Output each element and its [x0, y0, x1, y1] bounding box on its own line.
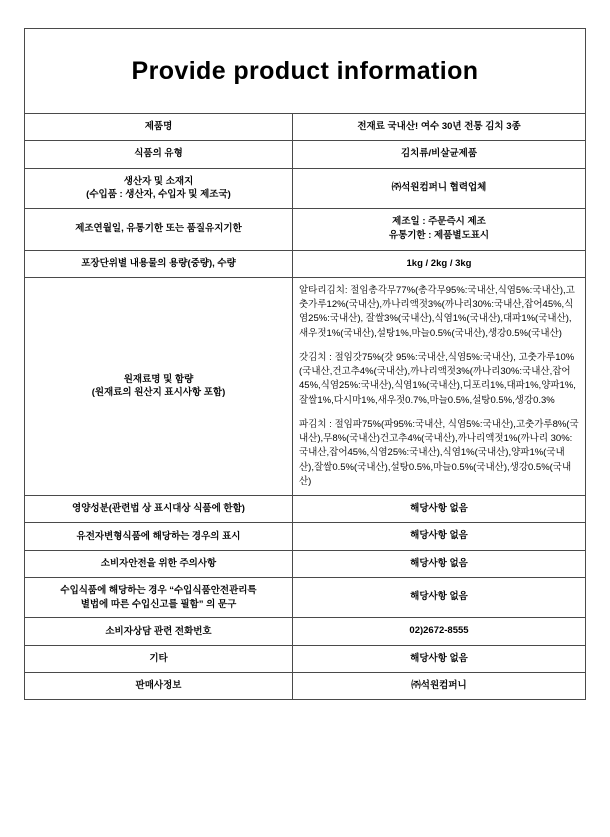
table-row — [25, 523, 585, 550]
row-value: 해당사항 없음 — [293, 550, 586, 577]
row-value: 해당사항 없음 — [293, 645, 586, 672]
row-value: 제조일 : 주문즉시 제조 유통기한 : 제품별도표시 — [293, 209, 586, 251]
product-information-table — [24, 28, 586, 700]
table-row — [25, 577, 585, 618]
row-label: 영양성분(관련법 상 표시대상 식품에 한함) — [25, 496, 293, 523]
row-value: 전재료 국내산! 여수 30년 전통 김치 3종 — [357, 121, 521, 132]
row-value: 02)2672-8555 — [293, 618, 586, 645]
row-label: 소비자안전을 위한 주의사항 — [25, 550, 293, 577]
table-row — [25, 496, 585, 523]
row-label: 기타 — [25, 645, 293, 672]
table-row — [25, 141, 585, 168]
row-value: 김치류/비살균제품 — [293, 141, 586, 168]
info-table-body — [25, 114, 585, 699]
table-row — [25, 209, 585, 251]
ingredient-block: 알타리김치: 절임총각무77%(총각무95%:국내산,식염5%:국내산),고춧가루12%(국내산),까나리액젓3%(까나리30%:국내산,잡어45%,식염25%:국내산), 잘쌀3%(국내산),식염1%(국내산),대파1%(국내산),새우젓1%(국내산),설탕1%,마늘0.5%(국내산),생강0.5%(국내산) — [299, 284, 575, 339]
row-value: 해당사항 없음 — [293, 577, 586, 618]
page-title: Provide product information — [131, 56, 479, 85]
row-label: 원재료명 및 함량 (원재료의 원산지 표시사항 포함) — [25, 277, 293, 495]
row-label: 유전자변형식품에 해당하는 경우의 표시 — [25, 523, 293, 550]
table-row — [25, 168, 585, 209]
table-row — [25, 550, 585, 577]
table-row — [25, 250, 585, 277]
row-label: 제조연월일, 유통기한 또는 품질유지기한 — [25, 209, 293, 251]
row-label: 포장단위별 내용물의 용량(중량), 수량 — [25, 250, 293, 277]
row-value: ㈜석원컴퍼니 — [293, 672, 586, 699]
table-row — [25, 277, 585, 495]
ingredient-block: 파김치 : 절임파75%(파95%:국내산, 식염5%:국내산),고춧가루8%(국내산),무8%(국내산)건고추4%(국내산),까나리액젓1%(까나리 30%:국내산,잡어45%,식염25%:국내산),식염1%(국내산),양파1%(국내산),잘쌀0.5%(국내산),설탕0.5%,마늘0.5%(국내산),생강0.5%(국내산) — [299, 418, 579, 487]
table-row — [25, 645, 585, 672]
table-row — [25, 672, 585, 699]
row-label: 식품의 유형 — [25, 141, 293, 168]
row-value: 해당사항 없음 — [293, 523, 586, 550]
document-title-row — [25, 29, 585, 114]
info-table — [25, 114, 585, 699]
table-row — [25, 114, 585, 141]
row-value: 1kg / 2kg / 3kg — [293, 250, 586, 277]
row-label: 소비자상담 관련 전화번호 — [25, 618, 293, 645]
ingredient-block: 갓김치 : 절임갓75%(갓 95%:국내산,식염5%:국내산), 고춧가루10%(국내산,건고추4%(국내산),까나리액젓3%(까나리30%:국내산,잡어45%,식염25%:국내산),식염1%(국내산),디포리1%,대파1%,양파1%,잘쌀1%,다시마1%,새우젓0.7%,마늘0.5%,설탕0.5%,생강0.3% — [299, 351, 576, 406]
row-label: 생산자 및 소재지 (수입품 : 생산자, 수입자 및 제조국) — [25, 168, 293, 209]
row-label: 판매사정보 — [25, 672, 293, 699]
row-label: 수입식품에 해당하는 경우 “수입식품안전관리특 별법에 따른 수입신고를 필함” 의 문구 — [25, 577, 293, 618]
row-value: ㈜석원컴퍼니 협력업체 — [293, 168, 586, 209]
table-row — [25, 618, 585, 645]
row-value — [293, 277, 586, 495]
row-value: 해당사항 없음 — [293, 496, 586, 523]
row-label: 제품명 — [25, 114, 293, 141]
